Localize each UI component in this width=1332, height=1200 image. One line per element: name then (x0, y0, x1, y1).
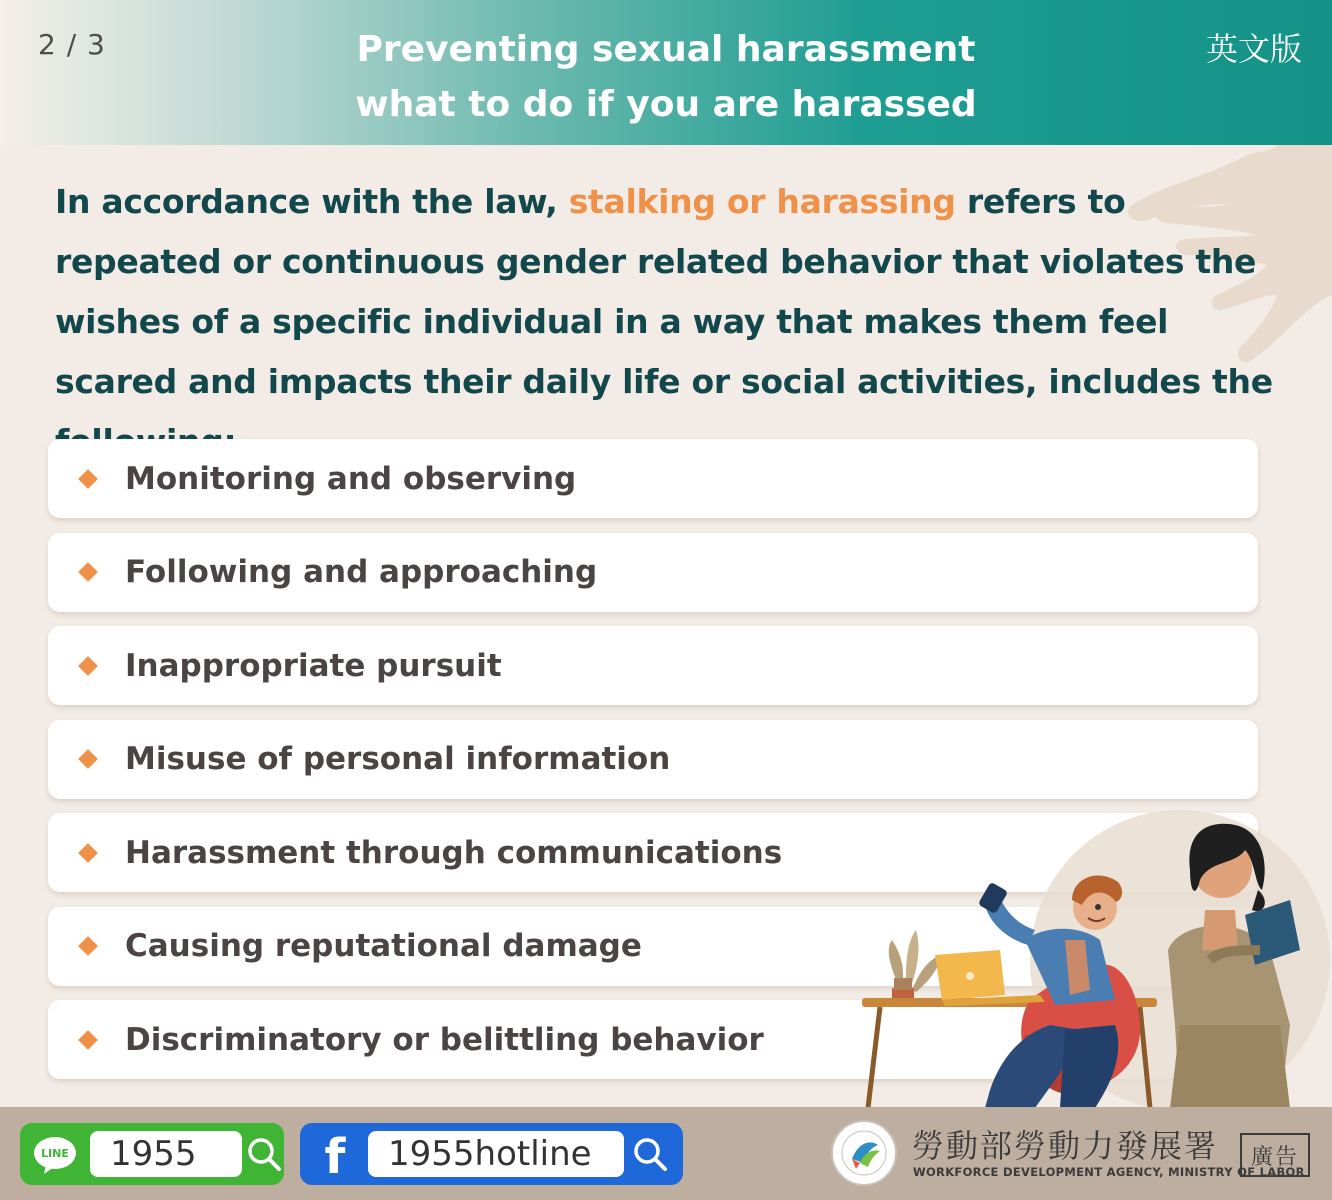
page-title (0, 22, 1332, 132)
language-badge: 英文版 (1205, 30, 1302, 68)
diamond-bullet-icon (78, 1030, 98, 1050)
header-banner (0, 0, 1332, 145)
laptop-icon (935, 950, 1045, 1006)
title-line-1: Preventing sexual harassment (356, 29, 976, 70)
page-counter: 2 / 3 (38, 28, 106, 61)
agency-subtitle: WORKFORCE DEVELOPMENT AGENCY, MINISTRY OF LABOR (913, 1165, 1305, 1179)
list-item-label: Inappropriate pursuit (125, 647, 502, 684)
list-item-label: Harassment through communications (125, 834, 783, 871)
search-icon[interactable] (246, 1136, 282, 1172)
intro-text-after: refers to repeated or continuous gender related behavior that violates the wishes of a specific individual in a way that makes them feel scared and impacts their daily life or social activities, includes the (55, 182, 1273, 401)
diamond-bullet-icon (78, 749, 98, 769)
facebook-search-pill[interactable] (300, 1123, 683, 1185)
diamond-bullet-icon (78, 656, 98, 676)
intro-text-before: In accordance with the law, (55, 182, 569, 221)
list-item (48, 720, 1258, 799)
intro-paragraph (55, 172, 1285, 472)
title-line-2: what to do if you are harassed (355, 84, 977, 125)
list-item (48, 533, 1258, 612)
list-item-label: Causing reputational damage (125, 928, 642, 964)
line-logo-icon (32, 1135, 78, 1175)
facebook-logo-icon (320, 1129, 350, 1179)
line-id-field[interactable]: 1955 (90, 1131, 242, 1177)
list-item-label: Misuse of personal information (125, 741, 671, 777)
facebook-id-field[interactable]: 1955hotline (368, 1131, 624, 1177)
svg-text:LINE: LINE (41, 1147, 69, 1160)
search-icon[interactable] (632, 1136, 668, 1172)
ad-badge: 廣告 (1240, 1133, 1310, 1177)
list-item-label: Monitoring and observing (125, 460, 577, 497)
diamond-bullet-icon (78, 469, 98, 489)
intro-highlight: stalking or harassing (568, 182, 956, 221)
list-item (48, 626, 1258, 705)
diamond-bullet-icon (78, 936, 98, 956)
list-item-label: Discriminatory or belittling behavior (125, 1021, 764, 1058)
agency-seal-icon (830, 1119, 898, 1187)
office-scene-illustration (850, 790, 1332, 1108)
agency-name: 勞動部勞動力發展署 (912, 1127, 1219, 1165)
list-item (48, 439, 1258, 518)
list-item-label: Following and approaching (125, 554, 598, 590)
footer-bar (0, 1107, 1332, 1200)
svg-text:f: f (324, 1129, 346, 1179)
diamond-bullet-icon (78, 562, 98, 582)
diamond-bullet-icon (78, 843, 98, 863)
potted-plant-icon (889, 930, 942, 1000)
line-search-pill[interactable] (20, 1123, 284, 1185)
